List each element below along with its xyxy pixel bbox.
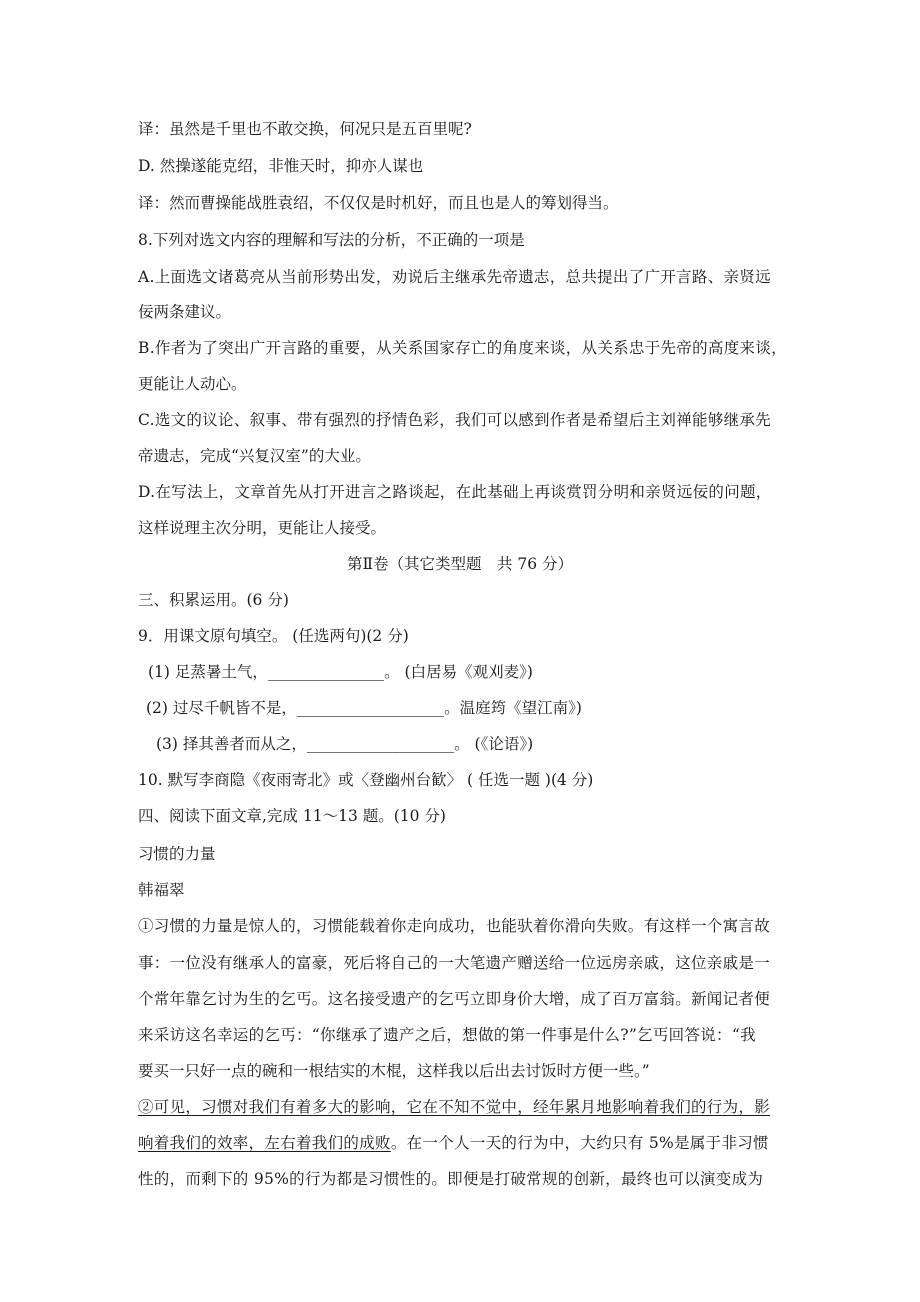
paragraph-1-line-3: 个常年靠乞讨为生的乞丐。这名接受遗产的乞丐立即身价大增，成了百万富翁。新闻记者便: [138, 990, 771, 1008]
paragraph-2-line-2: [138, 1133, 769, 1153]
question-9-stem: 9．用课文原句填空。 (任选两句)(2 分): [138, 627, 409, 645]
translation-line-2: 译：然而曹操能战胜袁绍，不仅仅是时机好，而且也是人的筹划得当。: [138, 194, 619, 212]
section-ii-heading: 第Ⅱ卷（其它类型题 共 76 分）: [346, 555, 574, 573]
part-three-heading: 三、积累运用。(6 分): [138, 591, 289, 609]
option-b-line-1: B.作者为了突出广开言路的重要，从关系国家存亡的角度来谈，从关系忠于先帝的高度来谈，: [138, 339, 787, 357]
part-four-heading: 四、阅读下面文章,完成 11～13 题。(10 分): [138, 807, 446, 825]
option-d-sentence: D. 然操遂能克绍，非惟天时，抑亦人谋也: [138, 157, 424, 175]
option-a-line-2: 佞两条建议。: [138, 303, 232, 321]
question-9-item-1: (1) 足蒸暑土气，_______________。 (白居易《观刈麦》): [148, 663, 533, 681]
paragraph-2-line-2-rest: 。在一个人一天的行为中，大约只有 5%是属于非习惯: [390, 1134, 769, 1152]
paragraph-1-line-4: 来采访这名幸运的乞丐：“你继承了遗产之后，想做的第一件事是什么?”乞丐回答说：“我: [138, 1026, 756, 1044]
paragraph-2-line-3: 性的，而剩下的 95%的行为都是习惯性的。即便是打破常规的创新，最终也可以演变成为: [138, 1170, 764, 1188]
question-10: 10. 默写李商隐《夜雨寄北》或〈登幽州台歓〉 ( 任选一题 )(4 分): [138, 771, 594, 789]
paragraph-2-line-1-underlined: ②可见，习惯对我们有着多大的影响，它在不知不觉中，经年累月地影响着我们的行为，影: [138, 1098, 771, 1116]
option-d-line-1: D.在写法上，文章首先从打开进言之路谈起，在此基础上再谈赏罚分明和亲贤远佞的问题，: [138, 483, 772, 501]
option-c-line-2: 帝遗志，完成“兴复汉室”的大业。: [138, 447, 371, 465]
article-title: 习惯的力量: [138, 845, 216, 863]
option-c-line-1: C.选文的议论、叙事、带有强烈的抒情色彩，我们可以感到作者是希望后主刘禅能够继承先: [138, 411, 772, 429]
paragraph-1-line-5: 要买一只好一点的碗和一根结实的木棍，这样我以后出去讨饭时方便一些。”: [138, 1062, 650, 1080]
option-b-line-2: 更能让人动心。: [138, 375, 247, 393]
paragraph-1-line-1: ①习惯的力量是惊人的，习惯能载着你走向成功，也能驮着你滑向失败。有这样一个寓言故: [138, 917, 771, 935]
question-8-stem: 8.下列对选文内容的理解和写法的分析，不正确的一项是: [138, 231, 525, 249]
option-a-line-1: A.上面选文诸葛亮从当前形势出发，劝说后主继承先帝遗志，总共提出了广开言路、亲贤远: [138, 268, 771, 286]
underlined-sentence: 响着我们的效率，左右着我们的成败: [138, 1134, 391, 1152]
question-9-item-2: (2) 过尽千帆皆不是，___________________。温庭筠《望江南》): [146, 699, 582, 717]
article-author: 韩福翠: [138, 881, 185, 899]
question-9-item-3: (3) 择其善者而从之，___________________。 (《论语》): [156, 735, 534, 753]
paragraph-1-line-2: 事：一位没有继承人的富豪，死后将自己的一大笔遗产赠送给一位远房亲戚，这位亲戚是一: [138, 954, 771, 972]
translation-line-1: 译：虽然是千里也不敢交换，何况只是五百里呢?: [138, 120, 472, 138]
option-d-line-2: 这样说理主次分明，更能让人接受。: [138, 519, 387, 537]
